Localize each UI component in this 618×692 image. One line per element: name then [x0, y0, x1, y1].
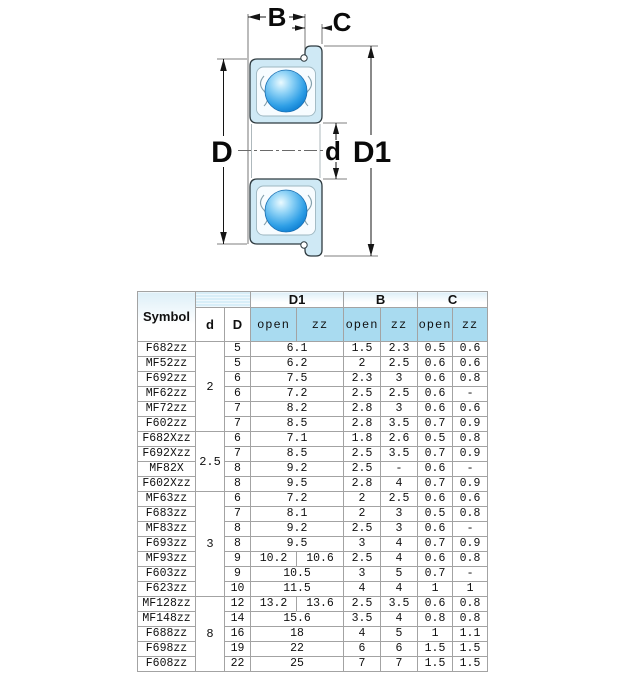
cell-D1-open: 10.2 — [251, 552, 297, 567]
cell-B-zz: 2.5 — [381, 492, 418, 507]
label-b: B — [267, 2, 287, 32]
cell-D1-span: 8.1 — [251, 507, 344, 522]
ball-top — [265, 70, 307, 112]
dimension-d1 — [353, 46, 391, 256]
cell-B-open: 2.5 — [344, 522, 381, 537]
cell-B-zz: 3 — [381, 402, 418, 417]
cell-D: 7 — [225, 417, 251, 432]
label-c: C — [332, 7, 352, 37]
cell-B-open: 2.8 — [344, 402, 381, 417]
cell-symbol: F682zz — [138, 342, 196, 357]
cell-B-zz: 7 — [381, 657, 418, 672]
flange-notch-top — [301, 55, 307, 61]
cell-B-zz: 4 — [381, 612, 418, 627]
cell-B-zz: 4 — [381, 537, 418, 552]
cell-B-open: 6 — [344, 642, 381, 657]
cell-C-open: 0.7 — [418, 537, 453, 552]
cell-C-open: 0.5 — [418, 507, 453, 522]
table-row — [138, 522, 488, 537]
cell-symbol: F608zz — [138, 657, 196, 672]
header-b: B — [344, 292, 418, 308]
cell-D1-span: 15.6 — [251, 612, 344, 627]
cell-B-zz: 2.5 — [381, 357, 418, 372]
header-c: C — [418, 292, 488, 308]
table-row — [138, 507, 488, 522]
cell-C-zz: 0.9 — [453, 417, 488, 432]
table-row — [138, 477, 488, 492]
cell-C-open: 1 — [418, 582, 453, 597]
table-row — [138, 417, 488, 432]
label-d1: D1 — [352, 136, 392, 169]
cell-D1-span: 8.5 — [251, 447, 344, 462]
cell-symbol: F693zz — [138, 537, 196, 552]
label-d-outer: D — [211, 136, 233, 169]
cell-C-zz: 0.8 — [453, 552, 488, 567]
bearing-top-section — [250, 46, 322, 123]
header-c-zz: zz — [453, 308, 488, 342]
cell-symbol: MF83zz — [138, 522, 196, 537]
cell-B-zz: 3.5 — [381, 417, 418, 432]
cell-B-open: 2.5 — [344, 462, 381, 477]
cell-C-zz: 0.9 — [453, 477, 488, 492]
header-b-zz: zz — [381, 308, 418, 342]
cell-C-open: 0.6 — [418, 402, 453, 417]
cell-symbol: F603zz — [138, 567, 196, 582]
cell-C-open: 0.7 — [418, 447, 453, 462]
header-d1-open: open — [251, 308, 297, 342]
cell-B-zz: 2.5 — [381, 387, 418, 402]
cell-D: 8 — [225, 537, 251, 552]
cell-D: 22 — [225, 657, 251, 672]
cell-B-open: 1.8 — [344, 432, 381, 447]
cell-D1-open: 13.2 — [251, 597, 297, 612]
cell-C-zz: 0.8 — [453, 507, 488, 522]
cell-C-open: 0.6 — [418, 492, 453, 507]
cell-D: 8 — [225, 462, 251, 477]
header-d1: D1 — [251, 292, 344, 308]
cell-symbol: MF72zz — [138, 402, 196, 417]
cell-D1-span: 10.5 — [251, 567, 344, 582]
cell-D: 8 — [225, 522, 251, 537]
cell-symbol: F698zz — [138, 642, 196, 657]
cell-d-group: 2.5 — [196, 432, 225, 492]
table-body — [138, 342, 488, 672]
cell-B-zz: 5 — [381, 627, 418, 642]
cell-C-open: 0.6 — [418, 552, 453, 567]
cell-C-open: 1.5 — [418, 642, 453, 657]
dimension-bore — [325, 123, 341, 179]
cell-B-open: 4 — [344, 582, 381, 597]
cell-symbol: MF62zz — [138, 387, 196, 402]
cell-C-zz: 1.5 — [453, 642, 488, 657]
cell-B-open: 3 — [344, 537, 381, 552]
cell-symbol: MF52zz — [138, 357, 196, 372]
cell-D: 7 — [225, 507, 251, 522]
cell-D1-span: 9.5 — [251, 537, 344, 552]
cell-B-open: 1.5 — [344, 342, 381, 357]
cell-B-zz: 4 — [381, 582, 418, 597]
cell-D1-zz: 13.6 — [297, 597, 344, 612]
table-row — [138, 342, 488, 357]
cell-d-group: 3 — [196, 492, 225, 597]
cell-C-zz: - — [453, 567, 488, 582]
cell-D: 5 — [225, 357, 251, 372]
cell-B-open: 4 — [344, 627, 381, 642]
header-c-open: open — [418, 308, 453, 342]
cell-B-zz: 2.3 — [381, 342, 418, 357]
header-spacer — [196, 292, 251, 308]
cell-B-open: 7 — [344, 657, 381, 672]
cell-B-zz: 4 — [381, 477, 418, 492]
cell-symbol: MF93zz — [138, 552, 196, 567]
cell-B-zz: 6 — [381, 642, 418, 657]
cell-C-open: 0.7 — [418, 417, 453, 432]
table-row — [138, 537, 488, 552]
header-d-outer: D — [225, 308, 251, 342]
cell-B-open: 2.3 — [344, 372, 381, 387]
cell-D1-span: 7.1 — [251, 432, 344, 447]
table-row — [138, 552, 488, 567]
table-row — [138, 402, 488, 417]
cell-C-open: 0.6 — [418, 522, 453, 537]
cell-symbol: F692Xzz — [138, 447, 196, 462]
cell-D1-span: 8.2 — [251, 402, 344, 417]
cell-B-zz: 3 — [381, 372, 418, 387]
cell-D: 9 — [225, 552, 251, 567]
cell-B-open: 2 — [344, 492, 381, 507]
cell-C-open: 1.5 — [418, 657, 453, 672]
dimension-d-outer — [211, 59, 233, 244]
table-row — [138, 597, 488, 612]
cell-B-zz: 5 — [381, 567, 418, 582]
table-row — [138, 432, 488, 447]
cell-D1-span: 11.5 — [251, 582, 344, 597]
cell-C-zz: 1.1 — [453, 627, 488, 642]
cell-symbol: MF128zz — [138, 597, 196, 612]
cell-D1-span: 9.2 — [251, 522, 344, 537]
header-d-bore: d — [196, 308, 225, 342]
cell-B-open: 2.5 — [344, 597, 381, 612]
label-bore: d — [325, 136, 341, 166]
table-row — [138, 642, 488, 657]
cell-D: 6 — [225, 432, 251, 447]
cell-C-zz: - — [453, 387, 488, 402]
cell-D: 7 — [225, 447, 251, 462]
cell-D: 6 — [225, 387, 251, 402]
cell-D: 6 — [225, 492, 251, 507]
cell-C-zz: 0.8 — [453, 432, 488, 447]
cell-symbol: F688zz — [138, 627, 196, 642]
table-row — [138, 627, 488, 642]
cell-D: 8 — [225, 477, 251, 492]
cell-C-open: 0.6 — [418, 597, 453, 612]
bearing-bottom-section — [250, 179, 322, 256]
cell-C-open: 0.6 — [418, 372, 453, 387]
cell-d-group: 2 — [196, 342, 225, 432]
cell-D: 5 — [225, 342, 251, 357]
cell-C-open: 0.7 — [418, 477, 453, 492]
cell-D1-span: 6.1 — [251, 342, 344, 357]
table-header — [138, 292, 488, 342]
bearing-diagram — [0, 0, 618, 290]
table-row — [138, 612, 488, 627]
cell-symbol: F683zz — [138, 507, 196, 522]
cell-C-zz: 0.6 — [453, 402, 488, 417]
cell-B-open: 2.5 — [344, 552, 381, 567]
table-row — [138, 372, 488, 387]
cell-symbol: MF82X — [138, 462, 196, 477]
cell-C-open: 1 — [418, 627, 453, 642]
cell-C-zz: 1.5 — [453, 657, 488, 672]
cell-C-zz: 0.6 — [453, 342, 488, 357]
cell-B-open: 2.5 — [344, 447, 381, 462]
cell-D1-span: 9.2 — [251, 462, 344, 477]
cell-D: 6 — [225, 372, 251, 387]
cell-D: 9 — [225, 567, 251, 582]
cell-B-open: 2.8 — [344, 417, 381, 432]
cell-B-open: 2 — [344, 507, 381, 522]
cell-C-open: 0.5 — [418, 342, 453, 357]
cell-D: 10 — [225, 582, 251, 597]
cell-D1-zz: 10.6 — [297, 552, 344, 567]
cell-C-zz: - — [453, 462, 488, 477]
bearing-dimension-table — [137, 291, 488, 672]
cell-C-zz: 0.9 — [453, 537, 488, 552]
cell-B-open: 3.5 — [344, 612, 381, 627]
table-row — [138, 387, 488, 402]
cell-D1-span: 6.2 — [251, 357, 344, 372]
cell-d-group: 8 — [196, 597, 225, 672]
cell-D: 14 — [225, 612, 251, 627]
cell-C-zz: 0.9 — [453, 447, 488, 462]
header-d1-zz: zz — [297, 308, 344, 342]
cell-symbol: F682Xzz — [138, 432, 196, 447]
cell-C-open: 0.5 — [418, 432, 453, 447]
cell-C-open: 0.6 — [418, 462, 453, 477]
cell-D: 7 — [225, 402, 251, 417]
cell-symbol: F602zz — [138, 417, 196, 432]
table-row — [138, 357, 488, 372]
flange-notch-bottom — [301, 242, 307, 248]
cell-D: 19 — [225, 642, 251, 657]
cell-B-zz: 3 — [381, 507, 418, 522]
cell-C-zz: 0.6 — [453, 492, 488, 507]
cell-D: 16 — [225, 627, 251, 642]
cell-B-zz: 3 — [381, 522, 418, 537]
cell-C-open: 0.8 — [418, 612, 453, 627]
cell-B-zz: 3.5 — [381, 447, 418, 462]
cell-C-open: 0.6 — [418, 387, 453, 402]
cell-C-open: 0.7 — [418, 567, 453, 582]
cell-D1-span: 25 — [251, 657, 344, 672]
cell-B-open: 2.8 — [344, 477, 381, 492]
cell-B-open: 2.5 — [344, 387, 381, 402]
cell-symbol: F692zz — [138, 372, 196, 387]
table-row — [138, 447, 488, 462]
cell-D1-span: 8.5 — [251, 417, 344, 432]
cell-C-zz: 1 — [453, 582, 488, 597]
cell-B-zz: 3.5 — [381, 597, 418, 612]
cell-D: 12 — [225, 597, 251, 612]
cell-D1-span: 18 — [251, 627, 344, 642]
cell-symbol: MF148zz — [138, 612, 196, 627]
cell-C-zz: 0.8 — [453, 612, 488, 627]
table-row — [138, 582, 488, 597]
cell-symbol: F602Xzz — [138, 477, 196, 492]
ball-bottom — [265, 190, 307, 232]
header-b-open: open — [344, 308, 381, 342]
cell-C-zz: 0.8 — [453, 597, 488, 612]
cell-symbol: F623zz — [138, 582, 196, 597]
table-row — [138, 462, 488, 477]
cell-D1-span: 9.5 — [251, 477, 344, 492]
cell-B-zz: 2.6 — [381, 432, 418, 447]
header-symbol: Symbol — [138, 292, 196, 342]
table-row — [138, 567, 488, 582]
cell-D1-span: 7.5 — [251, 372, 344, 387]
cell-B-open: 2 — [344, 357, 381, 372]
cell-D1-span: 7.2 — [251, 492, 344, 507]
cell-C-zz: 0.6 — [453, 357, 488, 372]
table-row — [138, 657, 488, 672]
cell-B-open: 3 — [344, 567, 381, 582]
cell-C-open: 0.6 — [418, 357, 453, 372]
cell-D1-span: 22 — [251, 642, 344, 657]
cell-C-zz: - — [453, 522, 488, 537]
cell-symbol: MF63zz — [138, 492, 196, 507]
cell-C-zz: 0.8 — [453, 372, 488, 387]
cell-B-zz: 4 — [381, 552, 418, 567]
table-row — [138, 492, 488, 507]
cell-B-zz: - — [381, 462, 418, 477]
cell-D1-span: 7.2 — [251, 387, 344, 402]
